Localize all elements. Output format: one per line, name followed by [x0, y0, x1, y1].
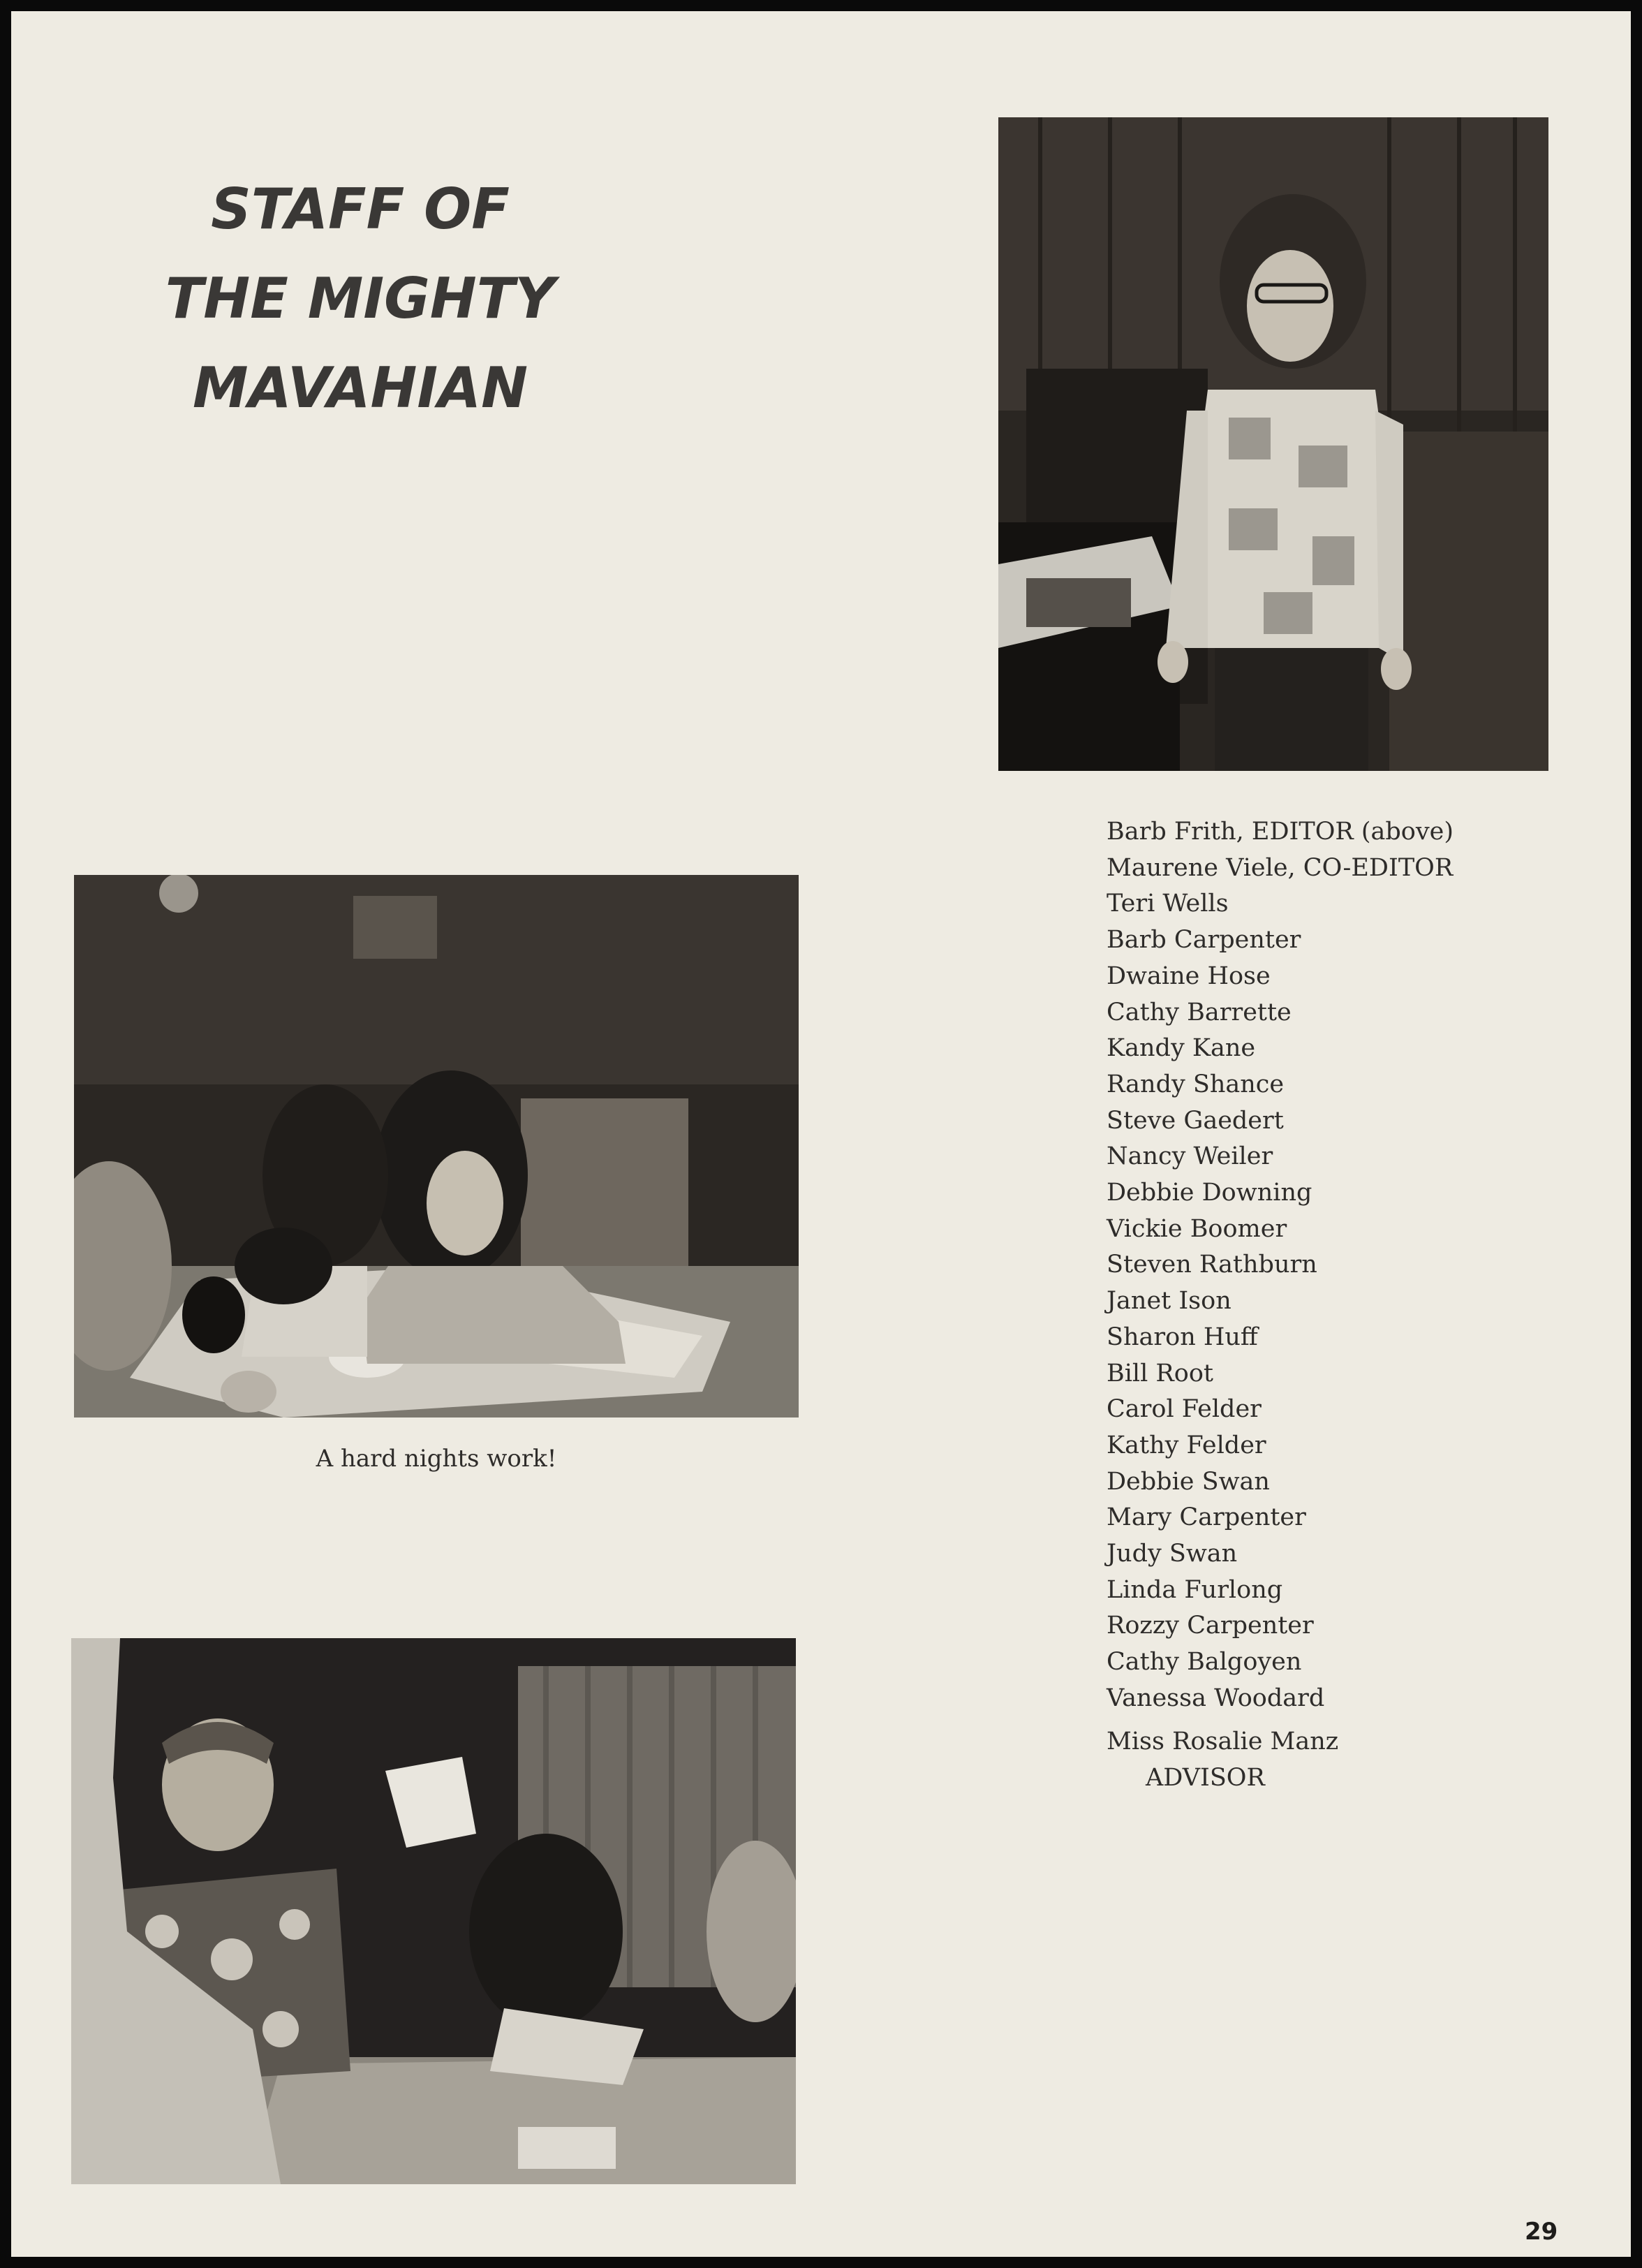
staff-member: Carol Felder	[1107, 1395, 1262, 1424]
staff-member: Dwaine Hose	[1107, 962, 1271, 990]
title-line-3: MAVAHIAN	[192, 355, 528, 420]
yearbook-page	[11, 11, 1631, 2257]
photo-caption: A hard nights work!	[316, 1445, 557, 1473]
staff-member: Nancy Weiler	[1107, 1142, 1273, 1171]
staff-member: Rozzy Carpenter	[1107, 1612, 1314, 1640]
staff-member: Cathy Balgoyen	[1107, 1648, 1302, 1677]
title-line-2: THE MIGHTY	[165, 266, 556, 331]
staff-member: Teri Wells	[1107, 890, 1229, 918]
staff-member: Randy Shance	[1107, 1070, 1285, 1098]
editor-photo-image	[998, 117, 1548, 771]
staff-member: Mary Carpenter	[1107, 1503, 1306, 1532]
staff-member: Debbie Swan	[1107, 1467, 1270, 1496]
staff-member: Vanessa Woodard	[1107, 1684, 1325, 1712]
staff-member: Sharon Huff	[1107, 1323, 1258, 1351]
staff-member: Kathy Felder	[1107, 1431, 1266, 1459]
staff-working-photo-image	[74, 875, 799, 1418]
editor-photo	[998, 117, 1548, 771]
staff-member: Cathy Barrette	[1107, 998, 1292, 1026]
staff-member: Debbie Downing	[1107, 1179, 1312, 1207]
staff-member: Vickie Boomer	[1107, 1214, 1287, 1243]
staff-member: Bill Root	[1107, 1359, 1213, 1387]
advisor-role: ADVISOR	[1146, 1764, 1265, 1792]
students-table-photo-image	[71, 1638, 796, 2184]
staff-member: Kandy Kane	[1107, 1034, 1256, 1063]
page-title	[144, 165, 577, 433]
staff-member: Barb Carpenter	[1107, 926, 1301, 955]
staff-member: Steven Rathburn	[1107, 1251, 1317, 1279]
staff-member: Linda Furlong	[1107, 1575, 1283, 1604]
staff-member: Janet Ison	[1107, 1287, 1232, 1316]
advisor-name: Miss Rosalie Manz	[1107, 1728, 1339, 1755]
staff-member: Steve Gaedert	[1107, 1106, 1284, 1135]
staff-working-photo	[74, 875, 799, 1418]
page-number: 29	[1525, 2218, 1558, 2246]
advisor-block	[1107, 1723, 1338, 1796]
staff-member: Judy Swan	[1107, 1540, 1238, 1568]
title-line-1: STAFF OF	[211, 177, 510, 242]
students-table-photo	[71, 1638, 796, 2184]
staff-member: Maurene Viele, CO-EDITOR	[1107, 853, 1454, 882]
staff-member: Barb Frith, EDITOR (above)	[1107, 818, 1454, 846]
staff-list	[1107, 814, 1454, 1717]
